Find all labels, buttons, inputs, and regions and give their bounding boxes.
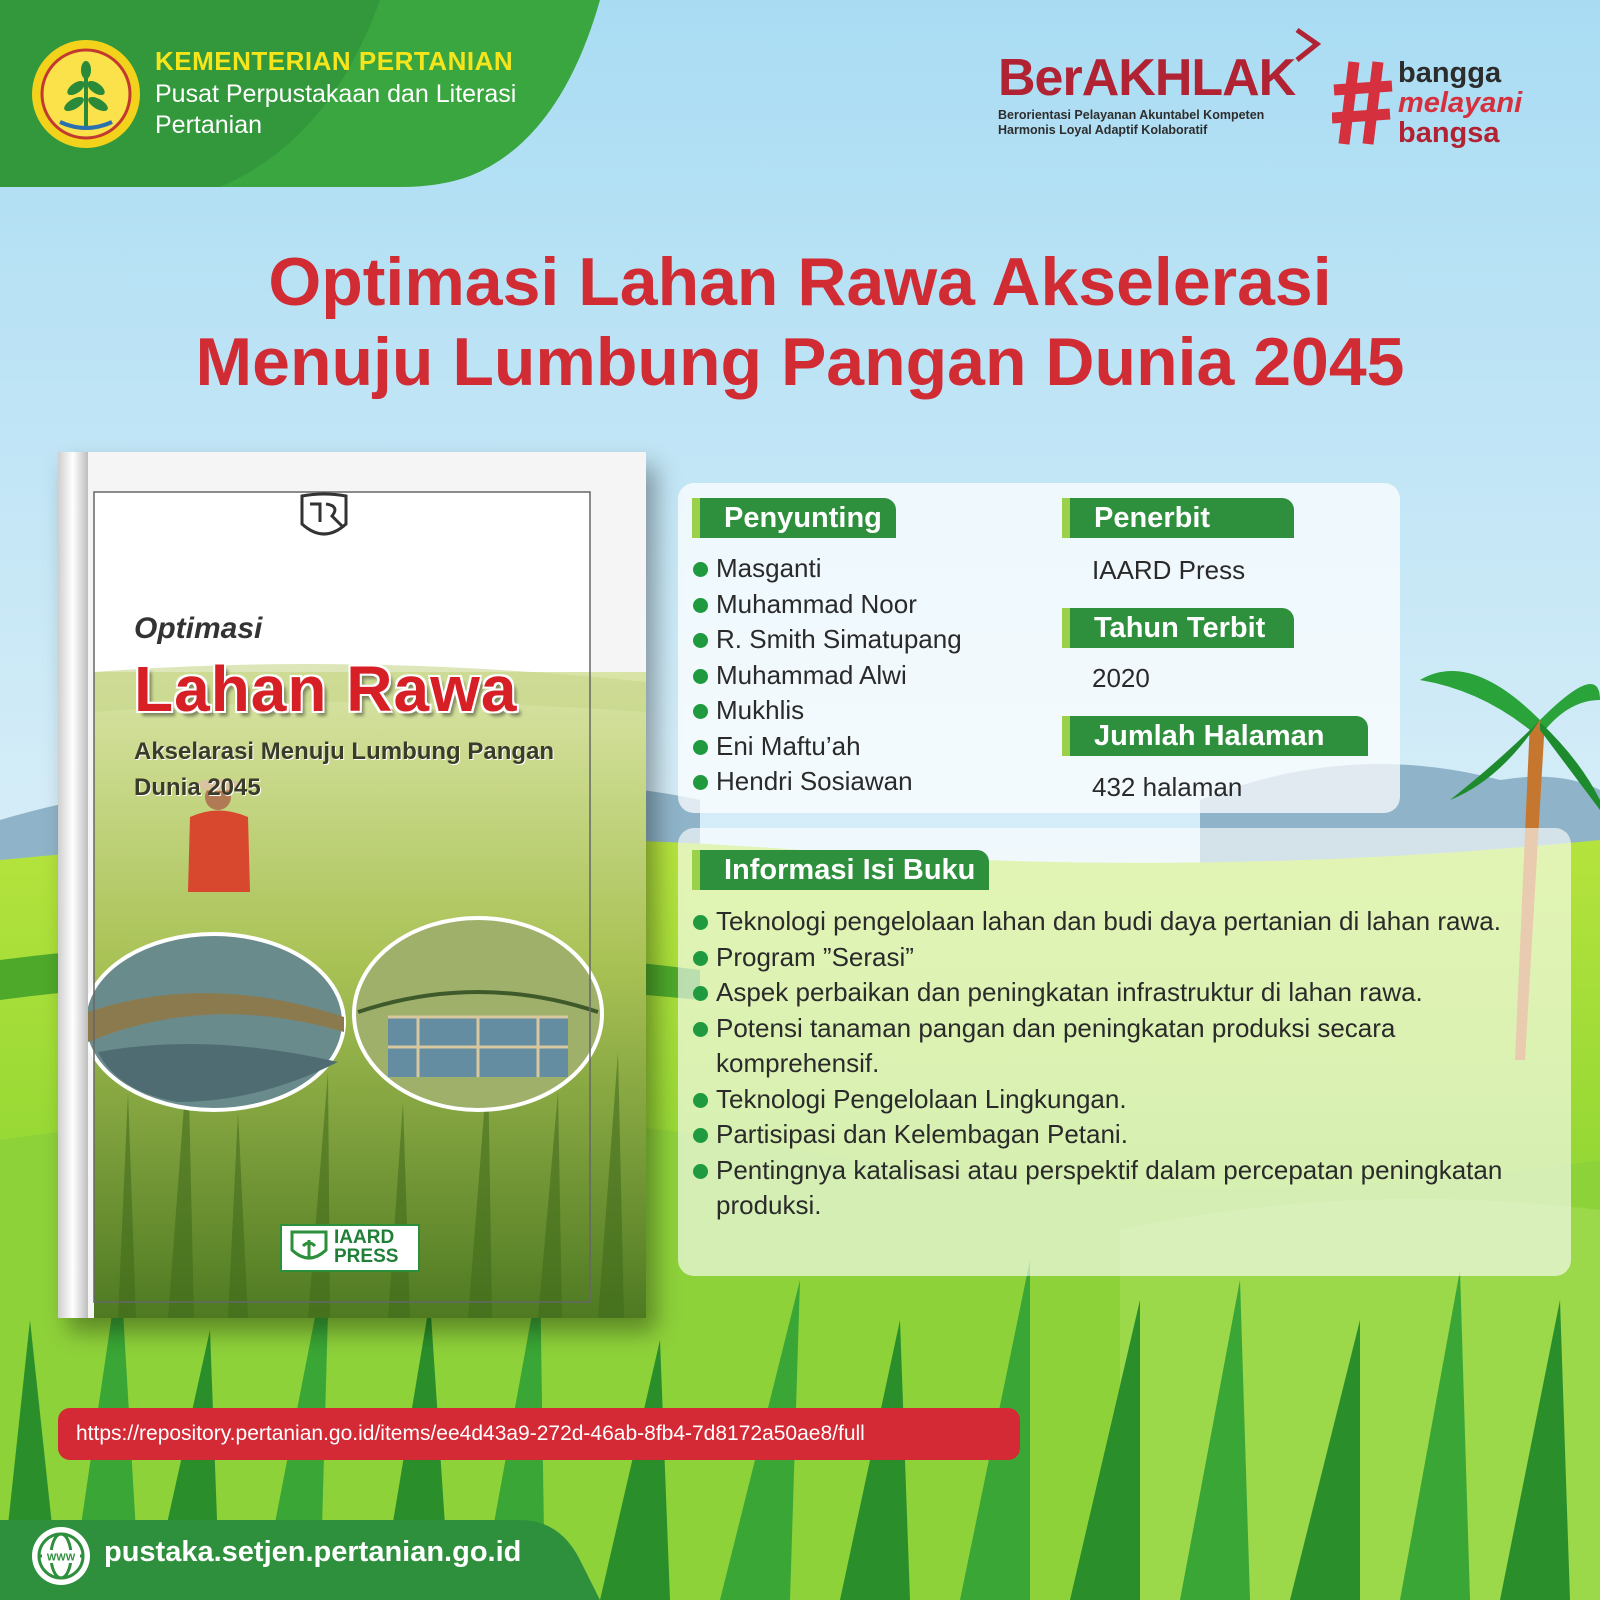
- bullet-dot: [693, 1093, 708, 1108]
- bullet-dot: [693, 986, 708, 1001]
- repository-link[interactable]: https://repository.pertanian.go.id/items/ee4d43a9-272d-46ab-8fb4-7d8172a50ae8/full: [58, 1408, 1020, 1460]
- content-item: [690, 1153, 1560, 1224]
- content-item-text: Aspek perbaikan dan peningkatan infrastruktur di lahan rawa.: [716, 977, 1423, 1007]
- content-item-text: Teknologi Pengelolaan Lingkungan.: [716, 1083, 1127, 1114]
- contents-list: [690, 904, 1560, 1224]
- content-item-text: Pentingnya katalisasi atau perspektif dalam percepatan peningkatan produksi.: [716, 1154, 1503, 1220]
- header-text: [155, 46, 555, 141]
- website-link[interactable]: pustaka.setjen.pertanian.go.id: [104, 1536, 522, 1568]
- editor-item-text: Masganti: [716, 553, 822, 583]
- bullet-dot: [693, 562, 708, 577]
- press-line-1: IAARD: [334, 1227, 395, 1248]
- editor-item: [690, 693, 1070, 729]
- bullet-dot: [693, 775, 708, 790]
- bullet-dot: [693, 915, 708, 930]
- berakhlak-tagline-1: Berorientasi Pelayanan Akuntabel Kompeten: [998, 108, 1265, 122]
- content-item-text: Teknologi pengelolaan lahan dan budi daya pertanian di lahan rawa.: [716, 906, 1501, 936]
- cover-pre-title: Optimasi: [134, 612, 263, 645]
- title-line-1: Optimasi Lahan Rawa Akselerasi: [268, 244, 1332, 320]
- page-title: [0, 242, 1600, 402]
- bullet-dot: [693, 951, 708, 966]
- bullet-dot: [693, 1022, 708, 1037]
- www-label: WWW: [46, 1552, 76, 1564]
- bullet-dot: [693, 633, 708, 648]
- cover-subtitle: Akselarasi Menuju Lumbung Pangan Dunia 2045: [134, 738, 555, 801]
- bullet-dot: [693, 704, 708, 719]
- year-tag: Tahun Terbit: [1062, 608, 1294, 648]
- bullet-dot: [693, 1164, 708, 1179]
- chevron-icon: [1293, 26, 1323, 66]
- publisher-value: IAARD Press: [1092, 555, 1246, 585]
- editor-item-text: Mukhlis: [716, 695, 805, 725]
- ministry-name: KEMENTERIAN PERTANIAN: [155, 46, 514, 76]
- editor-item-text: Muhammad Alwi: [716, 659, 907, 690]
- globe-www-icon: [30, 1525, 92, 1587]
- year-value: 2020: [1092, 663, 1150, 693]
- editor-item: [690, 729, 1070, 765]
- cover-main-title: Lahan Rawa: [134, 653, 518, 725]
- bullet-dot: [693, 598, 708, 613]
- editor-item-text: Eni Maftu’ah: [716, 730, 861, 761]
- berakhlak-logo: [998, 49, 1318, 138]
- publisher-tag: Penerbit: [1062, 498, 1294, 538]
- content-item: [690, 975, 1560, 1011]
- berakhlak-tagline-2: Harmonis Loyal Adaptif Kolaboratif: [998, 123, 1208, 137]
- content-item-text: Potensi tanaman pangan dan peningkatan produksi secara komprehensif.: [716, 1012, 1396, 1078]
- editor-item: [690, 587, 1070, 623]
- editor-item: [690, 658, 1070, 694]
- content-item: [690, 1011, 1560, 1082]
- hashtag-line-3: bangsa: [1398, 117, 1500, 149]
- editor-item: [690, 764, 1070, 800]
- berakhlak-wordmark: BerAKHLAK: [998, 49, 1296, 107]
- bullet-dot: [693, 669, 708, 684]
- content-item-text: Partisipasi dan Kelembagan Petani.: [716, 1119, 1128, 1149]
- iaard-press-logo: [280, 1224, 420, 1272]
- content-item: [690, 904, 1560, 940]
- title-line-2: Menuju Lumbung Pangan Dunia 2045: [195, 324, 1405, 400]
- hash-icon: [1332, 58, 1394, 148]
- hashtag-line-2: melayani: [1398, 87, 1523, 119]
- pages-tag: Jumlah Halaman: [1062, 716, 1368, 756]
- editor-item: [690, 622, 1070, 658]
- unit-name: Pusat Perpustakaan dan Literasi Pertanian: [155, 80, 517, 139]
- editors-list: [690, 551, 1070, 800]
- pages-value: 432 halaman: [1092, 772, 1243, 802]
- book-cover: [58, 452, 646, 1318]
- editor-item-text: R. Smith Simatupang: [716, 624, 962, 654]
- contents-tag: Informasi Isi Buku: [692, 850, 989, 890]
- content-item-text: Program ”Serasi”: [716, 941, 914, 972]
- iaard-emblem-icon: [286, 1228, 332, 1268]
- hashtag-line-1: bangga: [1398, 57, 1502, 89]
- editors-tag: Penyunting: [692, 498, 896, 538]
- editor-item: [690, 551, 1070, 587]
- bullet-dot: [693, 740, 708, 755]
- press-line-2: PRESS: [334, 1246, 399, 1267]
- bullet-dot: [693, 1128, 708, 1143]
- book-cover-art: [58, 452, 646, 1318]
- editor-item-text: Muhammad Noor: [716, 588, 917, 619]
- editor-item-text: Hendri Sosiawan: [716, 766, 913, 796]
- ministry-emblem: [30, 38, 142, 150]
- content-item: [690, 1082, 1560, 1118]
- content-item: [690, 1117, 1560, 1153]
- content-item: [690, 940, 1560, 976]
